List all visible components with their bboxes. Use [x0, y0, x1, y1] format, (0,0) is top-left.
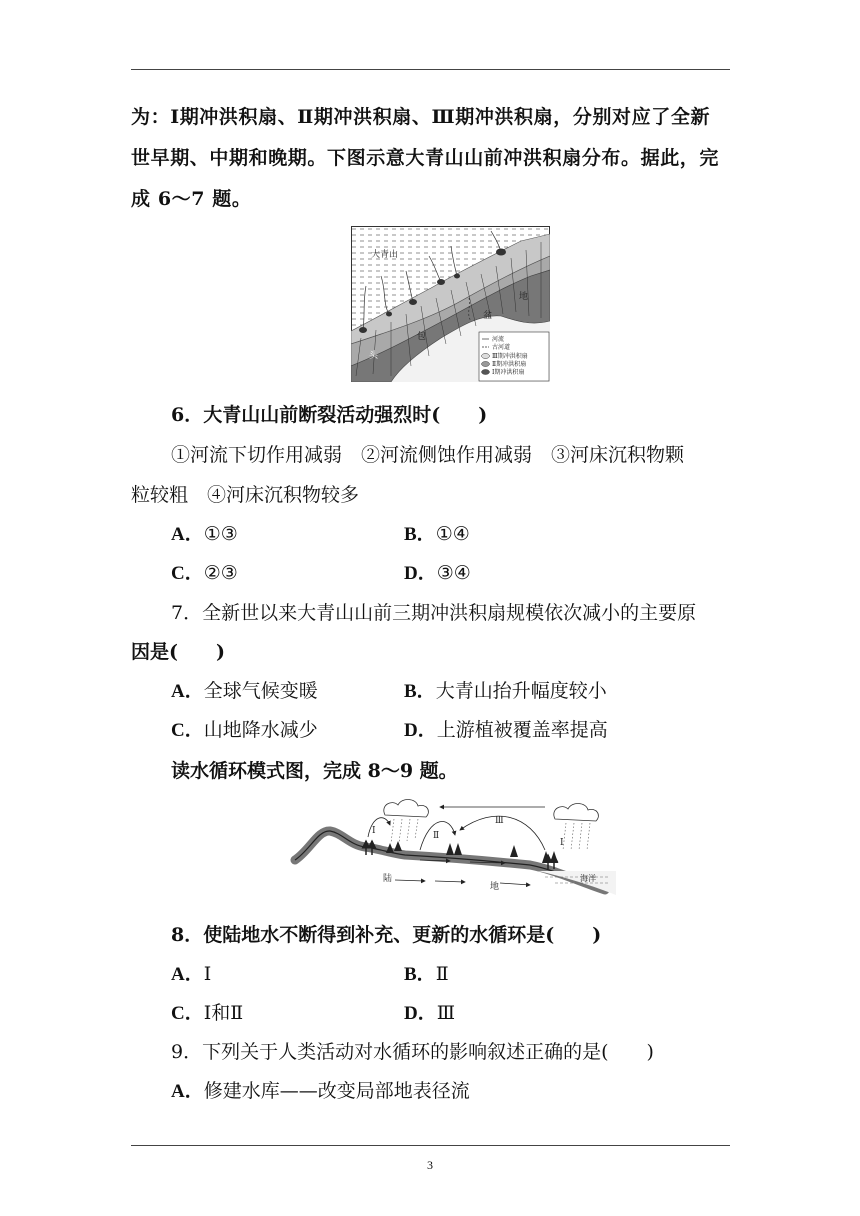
map1-label-di: 地 [519, 292, 529, 302]
q6-stem: 6．大青山山前断裂活动强烈时( ) [171, 404, 488, 426]
intro-line-3: 成 6～7 题。 [131, 188, 252, 210]
legend-river: 河流 [492, 336, 505, 343]
option-text: ①③ [203, 523, 238, 545]
option-label: C． [171, 563, 204, 584]
q7-option-b[interactable] [404, 676, 607, 703]
legend-fan-1: Ⅰ期冲洪积扇 [492, 369, 525, 376]
legend-ancient-channel: 古河道 [492, 344, 511, 351]
option-label: B． [404, 524, 436, 545]
option-text: Ⅰ [203, 963, 212, 985]
intro-paragraph [131, 97, 731, 220]
alluvial-fan-map [351, 226, 550, 382]
option-text: Ⅲ [436, 1002, 456, 1024]
q8-stem: 8．使陆地水不断得到补充、更新的水循环是( ) [171, 924, 602, 946]
option-text: Ⅱ [435, 963, 449, 985]
option-text: 大青山抬升幅度较小 [435, 680, 607, 702]
q9-stem: 9．下列关于人类活动对水循环的影响叙述正确的是( ) [171, 1041, 654, 1063]
map1-label-bao: 包 [417, 332, 427, 342]
option-text: 修建水库——改变局部地表径流 [203, 1080, 470, 1102]
option-label: B． [404, 681, 436, 702]
intro-line-2: 世早期、中期和晚期。下图示意大青山山前冲洪积扇分布。据此，完 [131, 147, 720, 169]
option-label: A． [171, 524, 204, 545]
page-number: 3 [427, 1158, 433, 1172]
label-cycle-3: Ⅲ [495, 816, 504, 826]
label-cycle-1: Ⅰ [372, 826, 376, 836]
option-label: C． [171, 1003, 204, 1024]
option-text: ②③ [203, 562, 238, 584]
q6-option-b[interactable] [404, 519, 470, 546]
q6-option-d[interactable] [404, 558, 471, 585]
q6-items-line-1: ①河流下切作用减弱 ②河流侧蚀作用减弱 ③河床沉积物颗 [171, 444, 685, 466]
q8-option-a[interactable] [171, 959, 211, 986]
label-di: 地 [490, 882, 500, 892]
q6-option-a[interactable] [171, 519, 238, 546]
option-text: 山地降水减少 [203, 719, 318, 741]
legend-fan-2: Ⅱ期冲洪积扇 [492, 361, 527, 368]
intro-line-1: 为：Ⅰ期冲洪积扇、Ⅱ期冲洪积扇、Ⅲ期冲洪积扇，分别对应了全新 [131, 106, 711, 128]
q8-option-c[interactable] [171, 998, 243, 1025]
option-label: D． [404, 720, 437, 741]
label-lu: 陆 [383, 874, 393, 884]
option-text: ①④ [435, 523, 470, 545]
water-cycle-diagram [290, 795, 616, 905]
option-label: C． [171, 720, 204, 741]
label-ocean: 海洋 [580, 874, 596, 883]
option-text: 全球气候变暖 [203, 680, 318, 702]
option-text: 上游植被覆盖率提高 [436, 719, 608, 741]
legend-fan-3: Ⅲ期冲洪积扇 [492, 353, 528, 360]
label-cycle-1b: Ⅰ [560, 838, 564, 848]
option-text: ③④ [436, 562, 471, 584]
map1-label-pen: 盆 [483, 311, 493, 321]
option-label: D． [404, 1003, 437, 1024]
q7-option-c[interactable] [171, 715, 318, 742]
footer-rule [131, 1145, 730, 1146]
label-cycle-2: Ⅱ [433, 831, 440, 841]
option-label: A． [171, 1081, 204, 1102]
option-label: A． [171, 681, 204, 702]
q6-items-line-2: 粒较粗 ④河床沉积物较多 [131, 484, 360, 506]
option-text: Ⅰ和Ⅱ [203, 1002, 244, 1024]
q7-stem-line-1: 7．全新世以来大青山山前三期冲洪积扇规模依次减小的主要原 [171, 602, 697, 624]
option-label: D． [404, 563, 437, 584]
header-rule [131, 69, 730, 70]
q8-option-b[interactable] [404, 959, 449, 986]
q9-option-a[interactable] [171, 1076, 470, 1103]
q7-option-a[interactable] [171, 676, 318, 703]
q8-option-d[interactable] [404, 998, 455, 1025]
option-label: A． [171, 964, 204, 985]
q7-option-d[interactable] [404, 715, 608, 742]
q7-stem-line-2: 因是( ) [131, 641, 225, 663]
map1-label-tou: 头 [369, 351, 379, 361]
intro2: 读水循环模式图，完成 8～9 题。 [171, 760, 458, 782]
q6-option-c[interactable] [171, 558, 238, 585]
map1-label-mountain: 大青山 [371, 250, 399, 260]
option-label: B． [404, 964, 436, 985]
